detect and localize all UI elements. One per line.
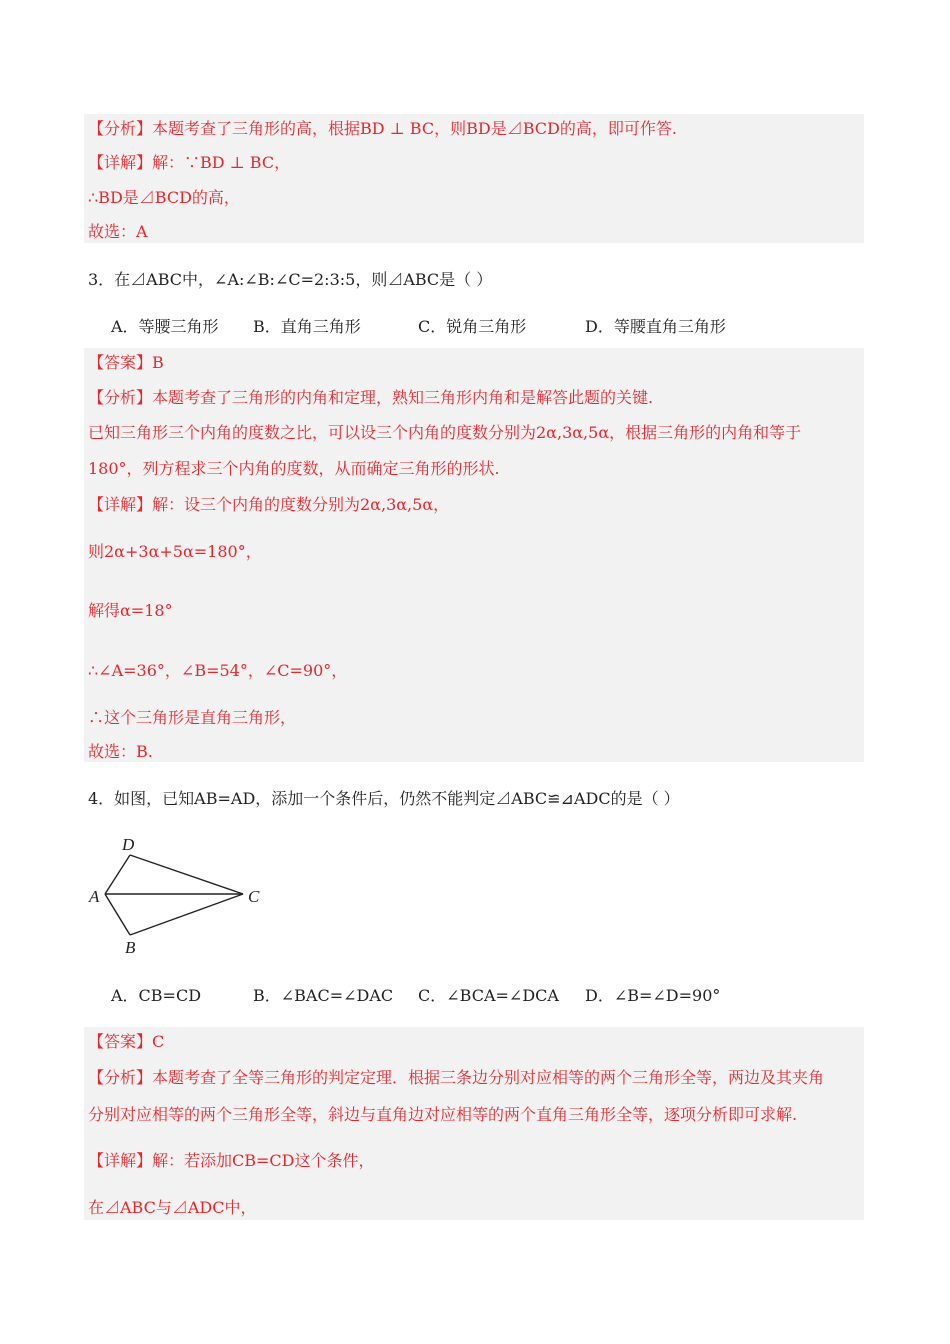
q4-analysis: 【分析】本题考查了全等三角形的判定定理．根据三条边分别对应相等的两个三角形全等，两边及其夹角 <box>88 1068 825 1087</box>
label-c: C <box>248 887 260 906</box>
q3-analysis: 【分析】本题考查了三角形的内角和定理，熟知三角形内角和是解答此题的关键. <box>88 388 654 407</box>
q3-analysis-3: 180°，列方程求三个内角的度数，从而确定三角形的形状. <box>88 459 500 478</box>
q2-analysis: 【分析】本题考查了三角形的高，根据BD ⊥ BC，则BD是⊿BCD的高，即可作答. <box>88 119 677 138</box>
q4-detail: 【详解】解：若添加CB=CD这个条件， <box>88 1151 375 1170</box>
q3-option-c: C．锐角三角形 <box>418 317 527 336</box>
q3-answer: 【答案】B <box>88 353 164 372</box>
q4-option-c: C．∠BCA=∠DCA <box>418 986 559 1005</box>
q3-stem: 3．在⊿ABC中，∠A:∠B:∠C=2:3:5，则⊿ABC是（ ） <box>88 270 493 289</box>
q4-option-d: D．∠B=∠D=90° <box>585 986 721 1005</box>
q3-detail: 【详解】解：设三个内角的度数分别为2α,3α,5α， <box>88 495 450 514</box>
q3-equation-2: 解得α=18° <box>88 601 173 620</box>
q4-option-b: B．∠BAC=∠DAC <box>253 986 394 1005</box>
q3-option-a: A．等腰三角形 <box>111 317 219 336</box>
q3-option-b: B．直角三角形 <box>253 317 361 336</box>
q3-option-d: D．等腰直角三角形 <box>585 317 726 336</box>
q4-in-line: 在⊿ABC与⊿ADC中， <box>88 1198 257 1217</box>
q2-choice: 故选：A <box>88 222 148 241</box>
q2-detail: 【详解】解：∵BD ⊥ BC， <box>88 153 291 172</box>
segment-bc <box>130 894 243 935</box>
label-d: D <box>122 835 135 854</box>
q4-stem: 4．如图，已知AB=AD，添加一个条件后，仍然不能判定⊿ABC≌⊿ADC的是（ ） <box>88 789 680 808</box>
q3-equation-3: ∴∠A=36°，∠B=54°，∠C=90°， <box>88 661 348 680</box>
segment-ad <box>105 855 130 894</box>
label-a: A <box>89 887 100 906</box>
q3-equation-1: 则2α+3α+5α=180°， <box>88 542 262 561</box>
q4-analysis-2: 分别对应相等的两个三角形全等，斜边与直角边对应相等的两个直角三角形全等，逐项分析即可求解. <box>88 1105 798 1124</box>
q4-figure-kite <box>84 830 274 960</box>
q4-option-a: A．CB=CD <box>111 986 202 1005</box>
q4-answer: 【答案】C <box>88 1032 165 1051</box>
segment-dc <box>130 855 243 894</box>
q3-analysis-2: 已知三角形三个内角的度数之比，可以设三个内角的度数分别为2α,3α,5α，根据三角形的内角和等于 <box>88 423 802 442</box>
q3-choice: 故选：B. <box>88 742 153 761</box>
label-b: B <box>125 938 136 957</box>
segment-ab <box>105 894 130 935</box>
q2-therefore: ∴BD是⊿BCD的高， <box>88 188 240 207</box>
q3-conclusion: ∴这个三角形是直角三角形， <box>88 708 297 727</box>
